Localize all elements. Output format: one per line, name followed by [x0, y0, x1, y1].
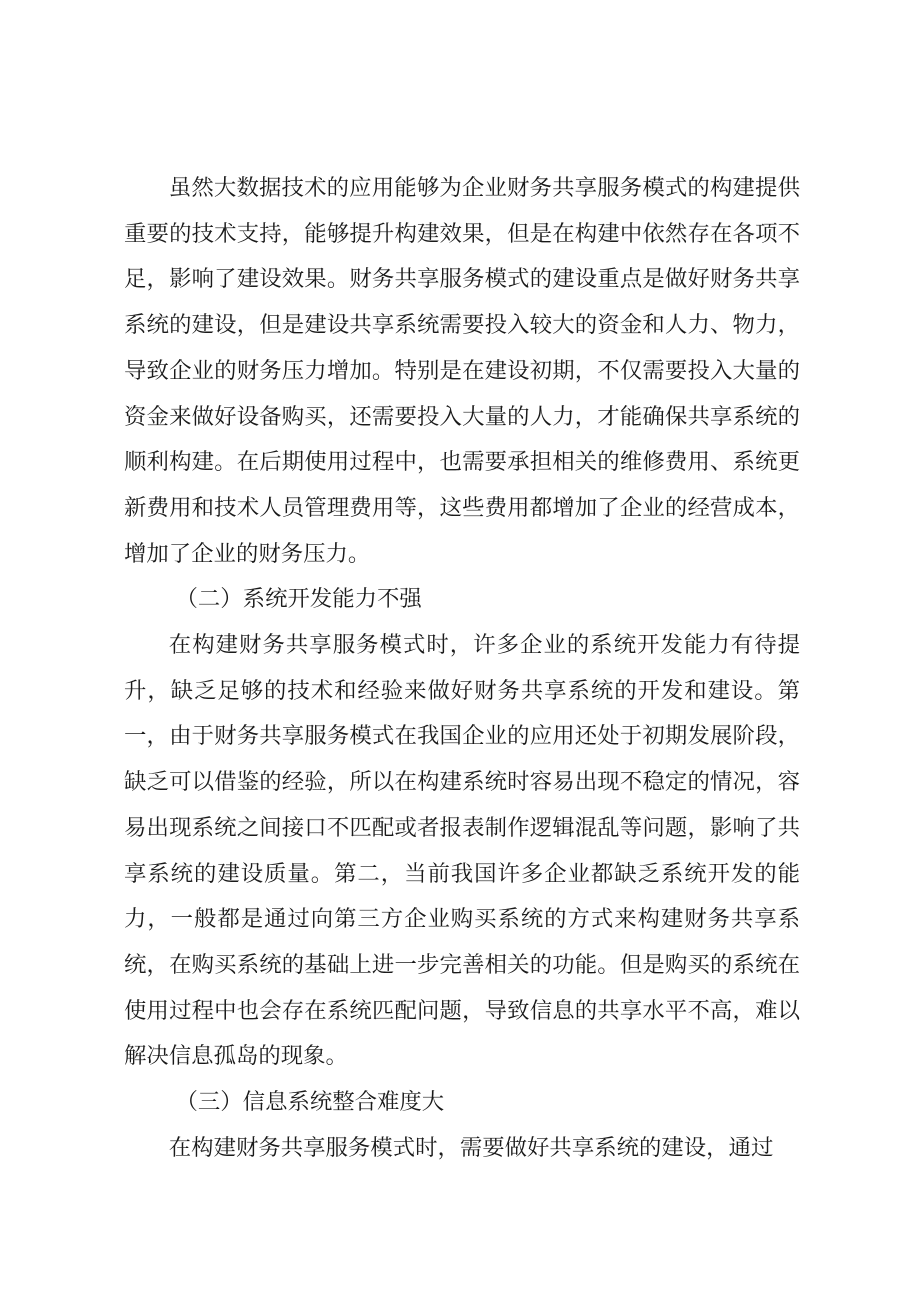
paragraph-financial-pressure: 虽然大数据技术的应用能够为企业财务共享服务模式的构建提供重要的技术支持，能够提升构建效果，但是在构建中依然存在各项不足，影响了建设效果。财务共享服务模式的建设重点是做好财务共享系统的建设，但是建设共享系统需要投入较大的资金和人力、物力，导致企业的财务压力增加。特别是在建设初期，不仅需要投入大量的资金来做好设备购买，还需要投入大量的人力，才能确保共享系统的顺利构建。在后期使用过程中，也需要承担相关的维修费用、系统更新费用和技术人员管理费用等，这些费用都增加了企业的经营成本，增加了企业的财务压力。: [124, 175, 800, 567]
section-heading-system-development: （二）系统开发能力不强: [175, 586, 422, 613]
section-heading-system-integration: （三）信息系统整合难度大: [175, 1089, 445, 1116]
document-body: [124, 166, 800, 1171]
paragraph-system-development: 在构建财务共享服务模式时，许多企业的系统开发能力有待提升，缺乏足够的技术和经验来做好财务共享系统的开发和建设。第一，由于财务共享服务模式在我国企业的应用还处于初期发展阶段，缺乏可以借鉴的经验，所以在构建系统时容易出现不稳定的情况，容易出现系统之间接口不匹配或者报表制作逻辑混乱等问题，影响了共享系统的建设质量。第二，当前我国许多企业都缺乏系统开发的能力，一般都是通过向第三方企业购买系统的方式来构建财务共享系统，在购买系统的基础上进一步完善相关的功能。但是购买的系统在使用过程中也会存在系统匹配问题，导致信息的共享水平不高，难以解决信息孤岛的现象。: [124, 632, 800, 1070]
paragraph-system-integration: 在构建财务共享服务模式时，需要做好共享系统的建设，通过: [168, 1134, 774, 1161]
